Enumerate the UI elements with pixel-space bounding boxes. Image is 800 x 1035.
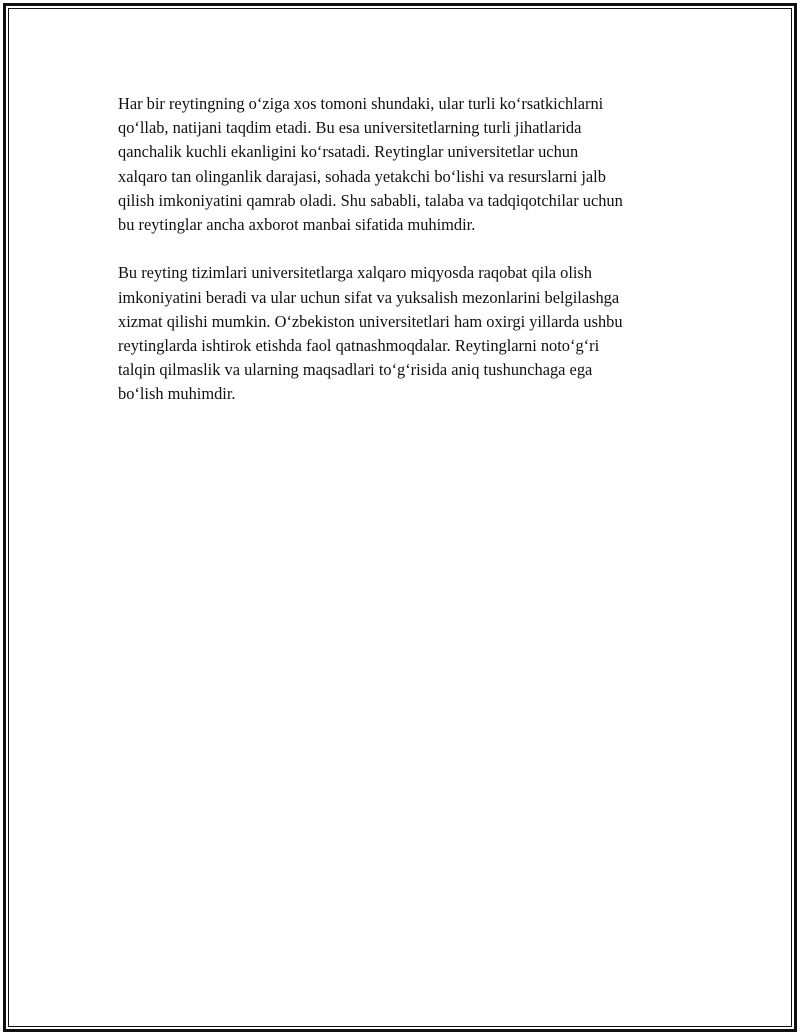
paragraph-2-line: Bu reyting tizimlari universitetlarga xalqaro miqyosda raqobat qila olish <box>118 263 592 283</box>
paragraph-1-line: xalqaro tan olinganlik darajasi, sohada yetakchi bo‘lishi va resurslarni jalb <box>118 166 606 186</box>
paragraph-2 <box>118 261 692 406</box>
document-body <box>118 92 692 431</box>
paragraph-2-line: bo‘lish muhimdir. <box>118 384 236 404</box>
paragraph-2-line: reytinglarda ishtirok etishda faol qatnashmoqdalar. Reytinglarni noto‘g‘ri <box>118 336 600 356</box>
paragraph-1 <box>118 92 692 237</box>
paragraph-1-line: qilish imkoniyatini qamrab oladi. Shu sababli, talaba va tadqiqotchilar uchun <box>118 190 623 210</box>
paragraph-2-line: xizmat qilishi mumkin. O‘zbekiston universitetlari ham oxirgi yillarda ushbu <box>118 311 623 331</box>
paragraph-2-line: imkoniyatini beradi va ular uchun sifat va yuksalish mezonlarini belgilashga <box>118 287 620 307</box>
paragraph-1-line: qanchalik kuchli ekanligini ko‘rsatadi. Reytinglar universitetlar uchun <box>118 142 579 162</box>
paragraph-1-line: bu reytinglar ancha axborot manbai sifatida muhimdir. <box>118 215 476 235</box>
paragraph-1-line: Har bir reytingning o‘ziga xos tomoni shundaki, ular turli ko‘rsatkichlarni <box>118 94 604 113</box>
paragraph-2-line: talqin qilmaslik va ularning maqsadlari to‘g‘risida aniq tushunchaga ega <box>118 360 593 380</box>
paragraph-1-line: qo‘llab, natijani taqdim etadi. Bu esa universitetlarning turli jihatlarida <box>118 118 582 138</box>
